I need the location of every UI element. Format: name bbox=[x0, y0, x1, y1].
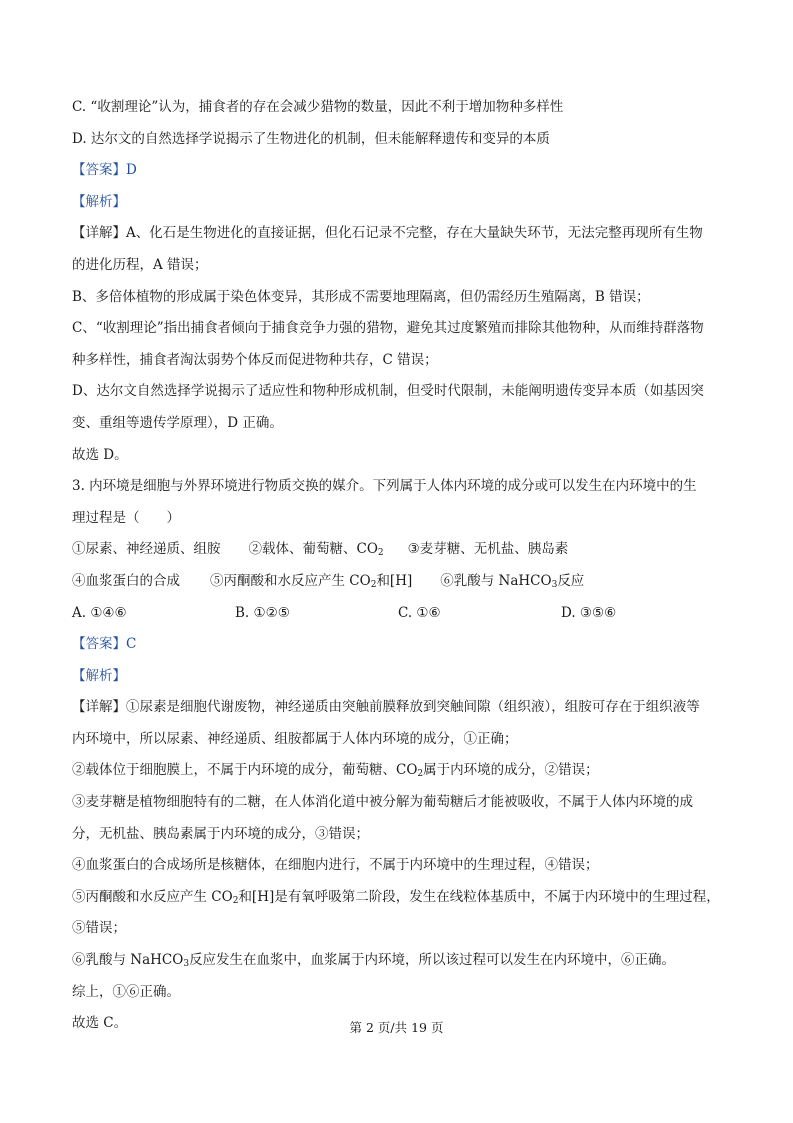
page-number-footer: 第 2 页/共 19 页 bbox=[349, 1020, 444, 1035]
item-1: ①尿素、神经递质、组胺 bbox=[72, 541, 221, 558]
detail-line-item-2: ②载体位于细胞膜上，不属于内环境的成分，葡萄糖、$CO_2$属于内环境的成分，②错误； bbox=[72, 762, 599, 780]
detail-line-item-4: ④血浆蛋白的合成场所是核糖体，在细胞内进行，不属于内环境中的生理过程，④错误； bbox=[72, 857, 599, 874]
option-c-statement: C. “收割理论”认为，捕食者的存在会减少猎物的数量，因此不利于增加物种多样性 bbox=[72, 99, 564, 115]
conclusion-line: 故选 D。 bbox=[72, 446, 128, 463]
item-4: ④血浆蛋白的合成 bbox=[72, 572, 180, 589]
item-2: ②载体、葡萄糖、$CO_2$ bbox=[248, 541, 384, 559]
option-c: C. ①⑥ bbox=[398, 604, 441, 621]
item-6: ⑥乳酸与 NaHCO$_3$反应 bbox=[440, 572, 585, 590]
question-items-row-1 bbox=[72, 534, 727, 566]
detail-line-item-3: 分，无机盐、胰岛素属于内环境的成分，③错误； bbox=[72, 825, 369, 842]
detail-line: 种多样性，捕食者淘汰弱势个体反而促进物种共存，C 错误； bbox=[72, 351, 438, 368]
detail-line: 变、重组等遗传学原理），D 正确。 bbox=[72, 414, 283, 431]
detail-line: 【详解】A、化石是生物进化的直接证据，但化石记录不完整，存在大量缺失环节，无法完整再现所有生物 bbox=[72, 225, 703, 242]
detail-line-item-5: ⑤丙酮酸和水反应产生 $CO_2$和[H]是有氧呼吸第二阶段，发生在线粒体基质中，不属于内环境中的生理过程， bbox=[72, 888, 720, 906]
analysis-label-q3: 【解析】 bbox=[72, 667, 126, 684]
option-a: A. ①④⑥ bbox=[72, 604, 127, 621]
question-3-stem: 理过程是（ ） bbox=[72, 509, 180, 526]
detail-line: 的进化历程，A 错误； bbox=[72, 256, 208, 273]
detail-line: D、达尔文自然选择学说揭示了适应性和物种形成机制，但受时代限制，未能阐明遗传变异本质（如基因突 bbox=[72, 383, 704, 400]
detail-line-item-6: ⑥乳酸与 NaHCO$_3$反应发生在血浆中，血浆属于内环境，所以该过程可以发生在内环境中，⑥正确。 bbox=[72, 952, 676, 970]
detail-line: B、多倍体植物的形成属于染色体变异，其形成不需要地理隔离，但仍需经历生殖隔离，B 错误； bbox=[72, 288, 650, 305]
detail-line-item-5: ⑤错误； bbox=[72, 920, 126, 937]
option-d-statement: D. 达尔文的自然选择学说揭示了生物进化的机制，但未能解释遗传和变异的本质 bbox=[72, 130, 550, 147]
answer-label-q2: 【答案】D bbox=[72, 162, 137, 179]
page-content bbox=[72, 92, 727, 1040]
detail-line: 【详解】①尿素是细胞代谢废物，神经递质由突触前膜释放到突触间隙（组织液），组胺可存在于组织液等 bbox=[72, 699, 700, 716]
option-b: B. ①②⑤ bbox=[235, 604, 290, 621]
summary-line: 综上，①⑥正确。 bbox=[72, 983, 180, 1000]
detail-line: 内环境中，所以尿素、神经递质、组胺都属于人体内环境的成分，①正确； bbox=[72, 730, 518, 747]
analysis-label-q2: 【解析】 bbox=[72, 193, 126, 210]
detail-line-item-3: ③麦芽糖是植物细胞特有的二糖，在人体消化道中被分解为葡萄糖后才能被吸收，不属于人体内环境的成 bbox=[72, 794, 693, 811]
item-5: ⑤丙酮酸和水反应产生 $CO_2$和[H] bbox=[210, 572, 413, 590]
answer-label-q3: 【答案】C bbox=[72, 636, 137, 653]
question-items-row-2 bbox=[72, 566, 727, 598]
conclusion-line: 故选 C。 bbox=[72, 1015, 128, 1032]
option-d: D. ③⑤⑥ bbox=[561, 604, 617, 621]
question-3-stem: 3. 内环境是细胞与外界环境进行物质交换的媒介。下列属于人体内环境的成分或可以发生在内环境中的生 bbox=[72, 478, 697, 495]
answer-options bbox=[72, 598, 727, 630]
detail-line: C、“收割理论”指出捕食者倾向于捕食竞争力强的猎物，避免其过度繁殖而排除其他物种，从而维持群落物 bbox=[72, 320, 704, 337]
item-3: ③麦芽糖、无机盐、胰岛素 bbox=[407, 541, 569, 558]
